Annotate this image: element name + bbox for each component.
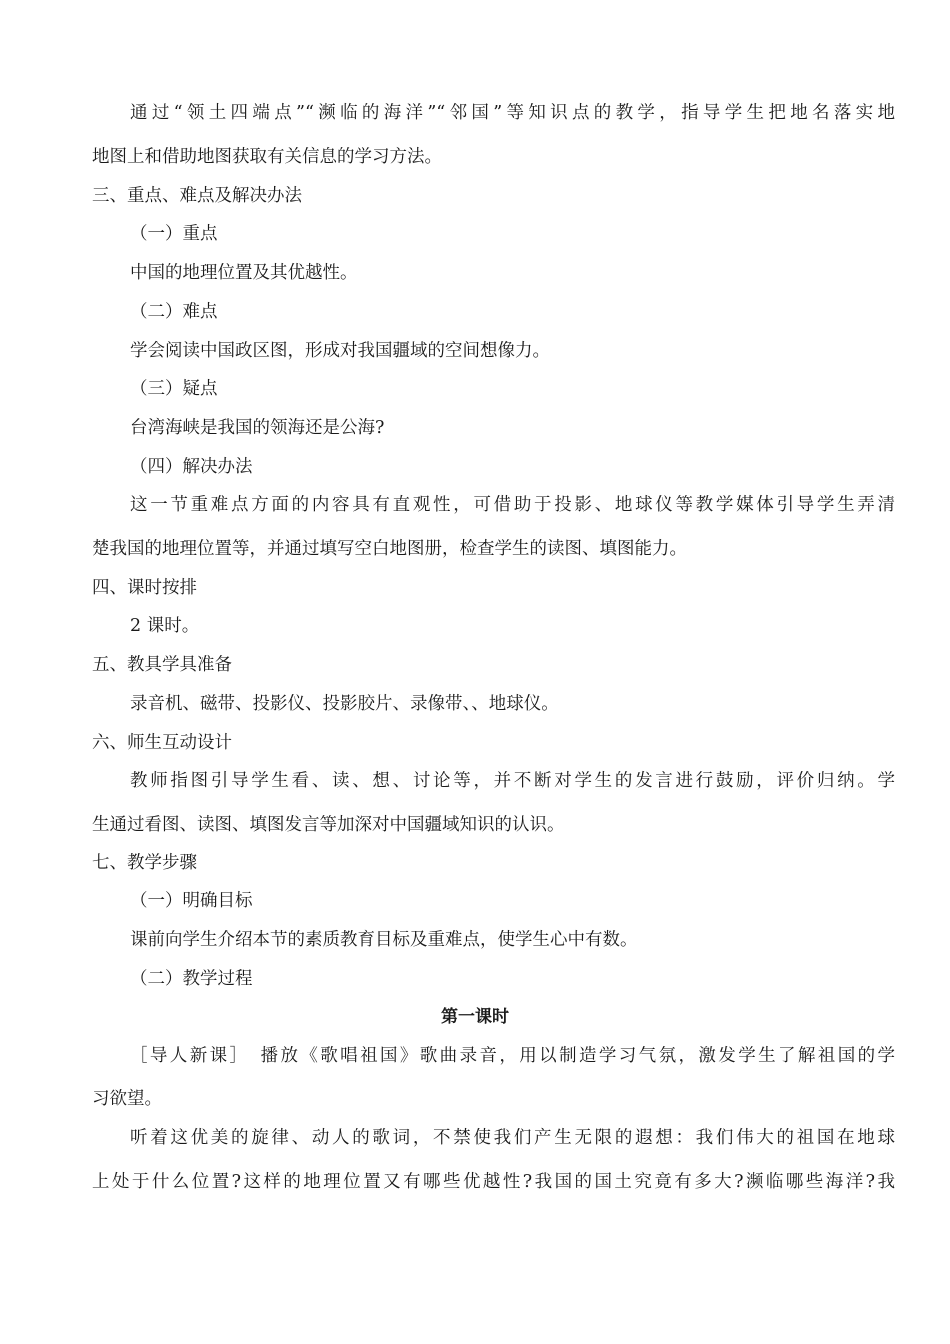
- paragraph-line: 这一节重难点方面的内容具有直观性，可借助于投影、地球仪等教学媒体引导学生弄清: [130, 495, 895, 515]
- section-heading: 三、重点、难点及解决办法: [92, 186, 302, 206]
- paragraph-line: 课前向学生介绍本节的素质教育目标及重难点，使学生心中有数。: [130, 930, 638, 950]
- paragraph-line: 习欲望。: [92, 1089, 162, 1109]
- paragraph-line: 楚我国的地理位置等，并通过填写空白地图册，检查学生的读图、填图能力。: [92, 539, 687, 559]
- paragraph-line: 2 课时。: [130, 616, 200, 636]
- subsection-heading: （二）教学过程: [130, 969, 253, 989]
- paragraph-line: 听着这优美的旋律、动人的歌词，不禁使我们产生无限的遐想：我们伟大的祖国在地球: [130, 1128, 895, 1148]
- section-heading: 七、教学步骤: [92, 853, 197, 873]
- paragraph-line: 地图上和借助地图获取有关信息的学习方法。: [92, 147, 442, 167]
- paragraph-line: 录音机、磁带、投影仪、投影胶片、录像带、、地球仪。: [130, 694, 559, 714]
- paragraph-line: 上处于什么位置?这样的地理位置又有哪些优越性?我国的国土究竟有多大?濒临哪些海洋?我: [92, 1172, 895, 1192]
- section-heading: 四、课时按排: [92, 578, 197, 598]
- paragraph-line: 通过“领土四端点”“濒临的海洋”“邻国”等知识点的教学，指导学生把地名落实地: [130, 103, 895, 123]
- subsection-heading: （三）疑点: [130, 379, 218, 399]
- subsection-heading: （一）明确目标: [130, 891, 253, 911]
- paragraph-line: 生通过看图、读图、填图发言等加深对中国疆域知识的认识。: [92, 815, 565, 835]
- section-heading: 六、师生互动设计: [92, 733, 232, 753]
- paragraph-line: ［导人新课］ 播放《歌唱祖国》歌曲录音，用以制造学习气氛，激发学生了解祖国的学: [130, 1046, 895, 1066]
- section-heading: 五、教具学具准备: [92, 655, 232, 675]
- lesson-title: 第一课时: [441, 1007, 509, 1027]
- subsection-heading: （四）解决办法: [130, 457, 253, 477]
- subsection-heading: （二）难点: [130, 302, 218, 322]
- paragraph-line: 学会阅读中国政区图，形成对我国疆域的空间想像力。: [130, 341, 550, 361]
- paragraph-line: 台湾海峡是我国的领海还是公海?: [130, 418, 385, 438]
- subsection-heading: （一）重点: [130, 224, 218, 244]
- paragraph-line: 中国的地理位置及其优越性。: [130, 263, 358, 283]
- paragraph-line: 教师指图引导学生看、读、想、讨论等，并不断对学生的发言进行鼓励，评价归纳。学: [130, 771, 895, 791]
